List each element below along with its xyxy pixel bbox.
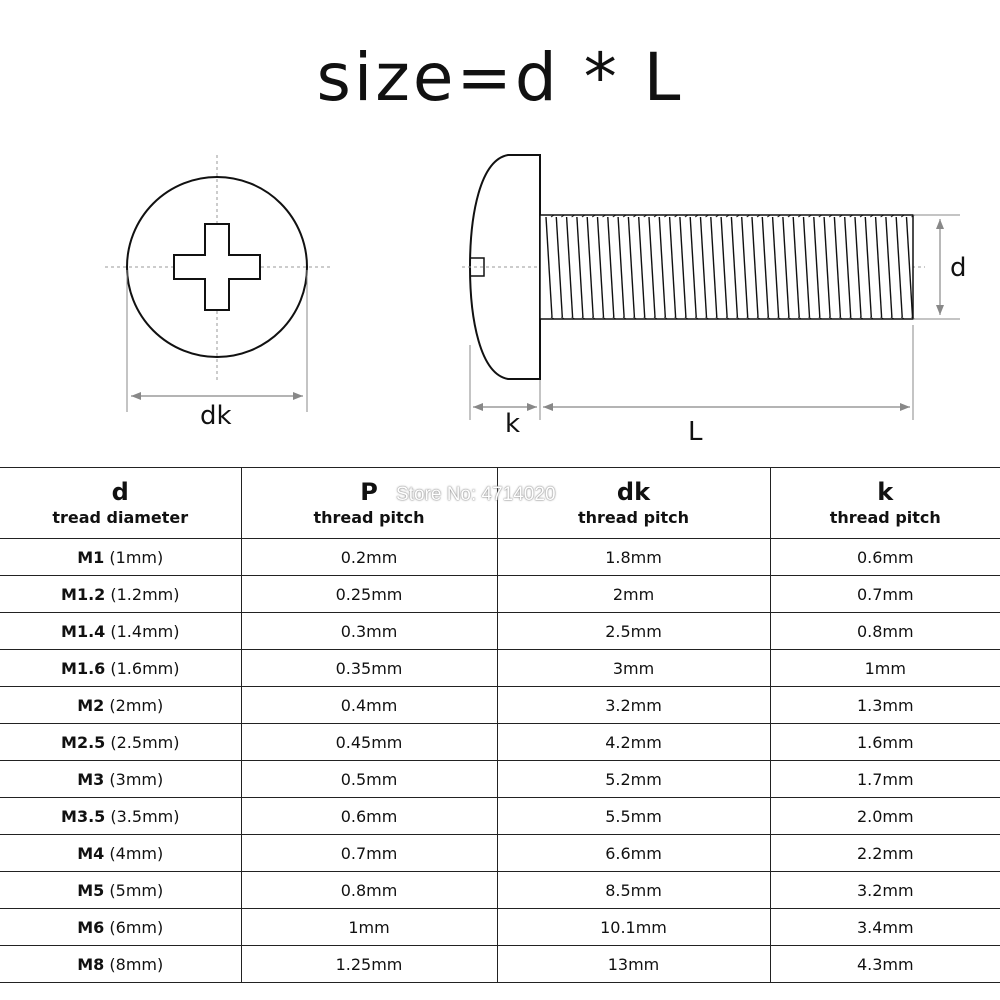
table-row (0, 576, 1000, 613)
table-row (0, 724, 1000, 761)
cell-head-height: 3.4mm (770, 909, 1000, 946)
table-row (0, 872, 1000, 909)
cell-pitch: 0.2mm (241, 539, 497, 576)
header-d (0, 468, 241, 539)
table-row (0, 613, 1000, 650)
metric-code: M8 (77, 954, 105, 974)
page-title: size=d * L (316, 39, 684, 116)
cell-head-diameter: 1.8mm (497, 539, 770, 576)
cell-diameter (0, 724, 241, 761)
header-subtitle: thread pitch (577, 508, 690, 527)
cell-diameter (0, 576, 241, 613)
metric-size: (2mm) (109, 695, 164, 715)
screw-diagram (0, 0, 1000, 470)
cell-diameter (0, 909, 241, 946)
cell-head-height: 1mm (770, 650, 1000, 687)
metric-code: M6 (77, 917, 105, 937)
metric-code: M5 (77, 880, 105, 900)
cell-head-diameter: 5.2mm (497, 761, 770, 798)
metric-size: (3.5mm) (110, 806, 180, 826)
table-row (0, 946, 1000, 983)
table-row (0, 650, 1000, 687)
header-subtitle: thread pitch (829, 508, 941, 527)
cell-head-diameter: 2mm (497, 576, 770, 613)
metric-size: (4mm) (109, 843, 164, 863)
cell-head-height: 2.2mm (770, 835, 1000, 872)
metric-code: M4 (77, 843, 105, 863)
metric-code: M2 (77, 695, 105, 715)
cell-head-height: 1.6mm (770, 724, 1000, 761)
cell-head-height: 0.8mm (770, 613, 1000, 650)
cell-head-height: 2.0mm (770, 798, 1000, 835)
cell-diameter (0, 539, 241, 576)
L-dimension-label: L (688, 417, 703, 447)
cell-head-height: 0.7mm (770, 576, 1000, 613)
screw-head-top-view (105, 155, 330, 431)
header-subtitle: thread pitch (313, 508, 425, 527)
store-watermark: Store No: 4714020 (396, 484, 556, 505)
metric-code: M1.2 (61, 584, 106, 604)
header-symbol: P (360, 478, 378, 506)
metric-code: M1 (77, 547, 105, 567)
cell-pitch: 0.3mm (241, 613, 497, 650)
cell-pitch: 1.25mm (241, 946, 497, 983)
metric-size: (1.6mm) (110, 658, 180, 678)
header-symbol: k (877, 478, 894, 506)
cell-head-height: 3.2mm (770, 872, 1000, 909)
table-row (0, 687, 1000, 724)
cell-diameter (0, 872, 241, 909)
cell-head-height: 0.6mm (770, 539, 1000, 576)
cell-pitch: 0.6mm (241, 798, 497, 835)
cell-head-diameter: 13mm (497, 946, 770, 983)
dk-dimension-label: dk (200, 401, 232, 431)
cell-head-diameter: 3.2mm (497, 687, 770, 724)
metric-code: M3.5 (61, 806, 106, 826)
header-symbol: d (111, 478, 129, 506)
table-row (0, 539, 1000, 576)
cell-diameter (0, 761, 241, 798)
cell-head-diameter: 10.1mm (497, 909, 770, 946)
cell-head-diameter: 6.6mm (497, 835, 770, 872)
table-row (0, 761, 1000, 798)
cell-head-diameter: 4.2mm (497, 724, 770, 761)
table-row (0, 798, 1000, 835)
metric-size: (6mm) (109, 917, 164, 937)
metric-size: (8mm) (109, 954, 164, 974)
cell-diameter (0, 613, 241, 650)
cell-pitch: 0.8mm (241, 872, 497, 909)
cell-head-height: 4.3mm (770, 946, 1000, 983)
cell-head-diameter: 8.5mm (497, 872, 770, 909)
cell-pitch: 0.35mm (241, 650, 497, 687)
metric-code: M2.5 (61, 732, 106, 752)
metric-size: (5mm) (109, 880, 164, 900)
cell-pitch: 0.45mm (241, 724, 497, 761)
screw-side-view (462, 155, 967, 447)
screw-spec-table (0, 467, 1000, 983)
cell-pitch: 0.5mm (241, 761, 497, 798)
k-dimension-label: k (505, 409, 521, 439)
cell-pitch: 0.7mm (241, 835, 497, 872)
cell-head-height: 1.7mm (770, 761, 1000, 798)
metric-size: (1mm) (109, 547, 164, 567)
cell-diameter (0, 650, 241, 687)
d-dimension-label: d (950, 253, 967, 283)
cell-head-diameter: 5.5mm (497, 798, 770, 835)
cell-head-diameter: 3mm (497, 650, 770, 687)
cell-diameter (0, 798, 241, 835)
cell-head-diameter: 2.5mm (497, 613, 770, 650)
table-row (0, 835, 1000, 872)
metric-code: M1.4 (61, 621, 106, 641)
metric-size: (3mm) (109, 769, 164, 789)
cell-pitch: 1mm (241, 909, 497, 946)
metric-size: (1.2mm) (110, 584, 180, 604)
header-subtitle: tread diameter (52, 508, 189, 527)
cell-head-height: 1.3mm (770, 687, 1000, 724)
header-symbol: dk (616, 478, 651, 506)
phillips-cross-icon (174, 224, 260, 310)
table-row (0, 909, 1000, 946)
header-k (770, 468, 1000, 539)
metric-size: (1.4mm) (110, 621, 180, 641)
cell-diameter (0, 835, 241, 872)
cell-pitch: 0.4mm (241, 687, 497, 724)
metric-size: (2.5mm) (110, 732, 180, 752)
cell-diameter (0, 687, 241, 724)
cell-pitch: 0.25mm (241, 576, 497, 613)
metric-code: M3 (77, 769, 105, 789)
cell-diameter (0, 946, 241, 983)
metric-code: M1.6 (61, 658, 106, 678)
